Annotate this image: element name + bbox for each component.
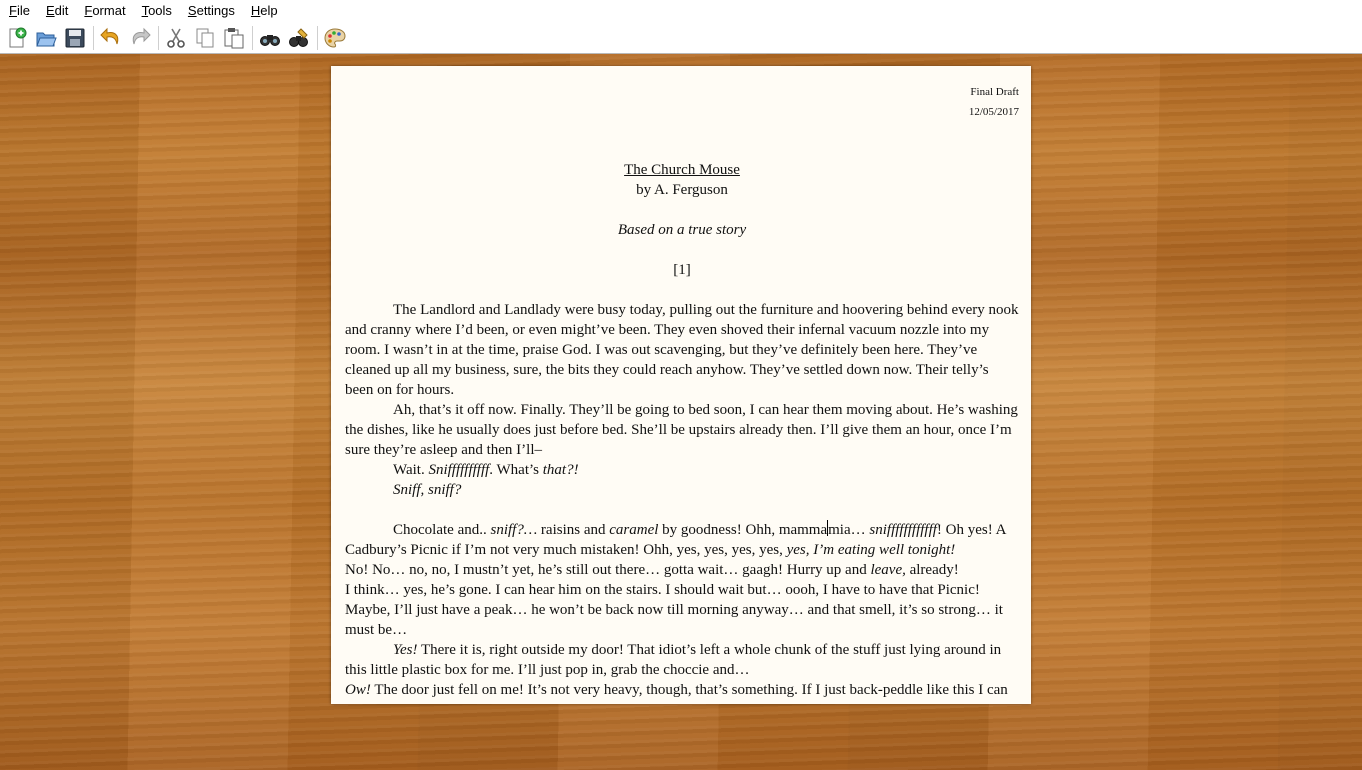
toolbar-separator bbox=[252, 26, 253, 50]
copy-icon bbox=[194, 27, 216, 49]
redo-icon bbox=[129, 27, 151, 49]
section-number: [1] bbox=[673, 262, 691, 278]
toolbar-separator bbox=[93, 26, 94, 50]
paragraph: No! No… no, no, I mustn’t yet, he’s still out there… gotta wait… gaagh! Hurry up and leave, already! bbox=[345, 562, 959, 578]
menu-settings[interactable]: Settings bbox=[187, 3, 235, 18]
undo-button[interactable] bbox=[98, 25, 124, 51]
find-replace-icon bbox=[288, 27, 310, 49]
paragraph: The Landlord and Landlady were busy today, pulling out the furniture and hoovering behind every nook and cranny where I’d been, or even might’ve been. They even shoved their infernal vacuum nozzle into my room. I wasn’t in at the time, praise God. I was out scavenging, but they’ve definitely been here. They’ve cleaned up all my business, sure, the bits they could reach anyhow. They’ve settled down now. Their telly’s been on for hours. bbox=[345, 302, 1019, 398]
open-folder-icon bbox=[35, 27, 57, 49]
byline: by A. Ferguson bbox=[636, 182, 728, 198]
menu-help[interactable]: Help bbox=[250, 3, 278, 18]
document-header bbox=[345, 82, 1019, 122]
workspace-wood-background bbox=[0, 54, 1362, 770]
header-line-2: 12/05/2017 bbox=[968, 106, 1019, 118]
cut-icon bbox=[165, 27, 187, 49]
undo-icon bbox=[100, 27, 122, 49]
document-page[interactable] bbox=[331, 66, 1031, 704]
paragraph: Sniff, sniff? bbox=[393, 482, 462, 498]
toolbar-separator bbox=[317, 26, 318, 50]
paragraph: Chocolate and.. sniff?… raisins and caramel by goodness! Ohh, mammamia… sniffffffffffff! Oh yes! A Cadbury’s Picnic if I’m not very much mistaken! Ohh, yes, yes, yes, yes, yes, I’m eating well tonight! bbox=[345, 522, 1006, 558]
paragraph: Yes! There it is, right outside my door! That idiot’s left a whole chunk of the stuff just lying around in this little plastic box for me. I’ll just pop in, grab the choccie and… bbox=[345, 642, 1002, 678]
save-button[interactable] bbox=[62, 25, 88, 51]
paragraph: Ow! The door just fell on me! It’s not very heavy, though, that’s something. If I just back-peddle like this I can bbox=[345, 682, 1008, 698]
document-text[interactable] bbox=[345, 66, 1019, 700]
subtitle: Based on a true story bbox=[617, 222, 747, 238]
find-replace-button[interactable] bbox=[286, 25, 312, 51]
theme-palette-icon bbox=[324, 27, 346, 49]
find-icon bbox=[259, 27, 281, 49]
cut-button[interactable] bbox=[163, 25, 189, 51]
new-document-icon bbox=[6, 27, 28, 49]
copy-button[interactable] bbox=[192, 25, 218, 51]
theme-button[interactable] bbox=[322, 25, 348, 51]
menu-file[interactable]: File bbox=[9, 3, 30, 18]
new-document-button[interactable] bbox=[4, 25, 30, 51]
menu-bar bbox=[0, 0, 1362, 22]
menu-format[interactable]: Format bbox=[84, 3, 126, 18]
paragraph: I think… yes, he’s gone. I can hear him on the stairs. I should wait but… oooh, I have to have that Picnic! Maybe, I’ll just have a peak… he won’t be back now till morning anyway… and that smell, it’s so strong… it must be… bbox=[345, 582, 1003, 638]
paragraph: Ah, that’s it off now. Finally. They’ll be going to bed soon, I can hear them moving about. He’s washing the dishes, like he usually does just before bed. She’ll be upstairs already then. I’ll give them an hour, once I’m sure they’re asleep and then I’ll– bbox=[345, 402, 1018, 458]
save-icon bbox=[64, 27, 86, 49]
find-button[interactable] bbox=[257, 25, 283, 51]
menu-tools[interactable]: Tools bbox=[141, 3, 172, 18]
redo-button[interactable] bbox=[127, 25, 153, 51]
header-line-1: Final Draft bbox=[970, 86, 1019, 98]
story-title: The Church Mouse bbox=[624, 162, 740, 178]
paste-button[interactable] bbox=[221, 25, 247, 51]
paragraph: Wait. Sniffffffffff. What’s that?! bbox=[393, 462, 579, 478]
paste-icon bbox=[223, 27, 245, 49]
menu-edit[interactable]: Edit bbox=[45, 3, 69, 18]
toolbar-separator bbox=[158, 26, 159, 50]
open-button[interactable] bbox=[33, 25, 59, 51]
toolbar bbox=[0, 22, 1362, 54]
